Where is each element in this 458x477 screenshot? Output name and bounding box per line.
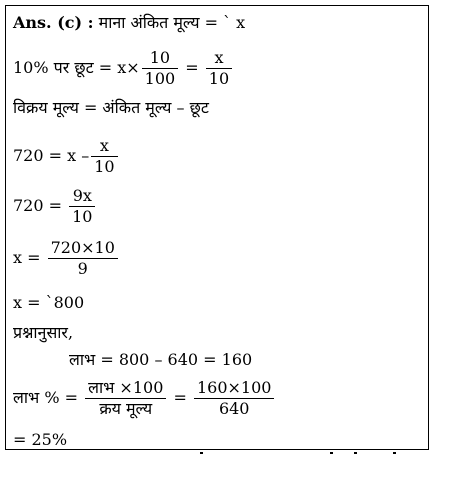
fraction-9x-10 [69, 187, 95, 226]
fraction-denominator: 9 [77, 259, 88, 278]
fraction-denominator: 640 [218, 399, 250, 418]
equation-prefix: 720 = [13, 196, 68, 215]
equation-x-line [13, 239, 120, 278]
final-answer-line: = 25% [13, 430, 68, 449]
fraction-denominator: 10 [208, 69, 230, 88]
solution-box [5, 5, 429, 450]
fraction-denominator: 10 [72, 207, 93, 226]
profit-percent-line [13, 379, 276, 418]
fraction-numerator: 160×100 [194, 379, 274, 399]
result-x-line: x = `800 [13, 293, 85, 312]
fraction-denominator: 10 [94, 157, 115, 176]
stray-mark [354, 452, 357, 454]
equation-prefix: x = [13, 248, 46, 267]
selling-price-line: विक्रय मूल्य = अंकित मूल्य – छूट [13, 98, 209, 117]
fraction-10-100 [142, 49, 179, 88]
answer-label: Ans. (c) : [13, 13, 94, 32]
fraction-numerator: x [206, 49, 232, 69]
discount-prefix: 10% पर छूट = x× [13, 58, 140, 77]
fraction-numerator: लाभ ×100 [85, 379, 166, 399]
fraction-denominator: 100 [144, 69, 176, 88]
equation-prefix: 720 = x – [13, 146, 90, 165]
fraction-x-10 [206, 49, 232, 88]
stray-mark [393, 452, 396, 454]
fraction-720x10-9 [48, 239, 118, 278]
fraction-numerator: x [91, 137, 117, 157]
equation-9x-line [13, 187, 97, 226]
profit-percent-prefix: लाभ % = [13, 388, 84, 407]
profit-line: लाभ = 800 – 640 = 160 [69, 350, 253, 369]
fraction-numerator: 9x [69, 187, 95, 207]
fraction-x-10 [91, 137, 117, 176]
equals-sign: = [180, 58, 204, 77]
fraction-16000-640 [194, 379, 274, 418]
equals-sign: = [168, 388, 192, 407]
stray-mark [200, 452, 203, 454]
according-question-line: प्रश्नानुसार, [13, 323, 74, 342]
discount-line [13, 49, 234, 88]
equation-720-line [13, 137, 120, 176]
fraction-numerator: 10 [142, 49, 179, 69]
answer-text: माना अंकित मूल्य = ` x [93, 13, 246, 32]
stray-mark [330, 452, 333, 454]
fraction-numerator: 720×10 [48, 239, 118, 259]
fraction-denominator: क्रय मूल्य [99, 399, 153, 418]
answer-line [13, 14, 245, 32]
fraction-profit-cost [85, 379, 166, 418]
